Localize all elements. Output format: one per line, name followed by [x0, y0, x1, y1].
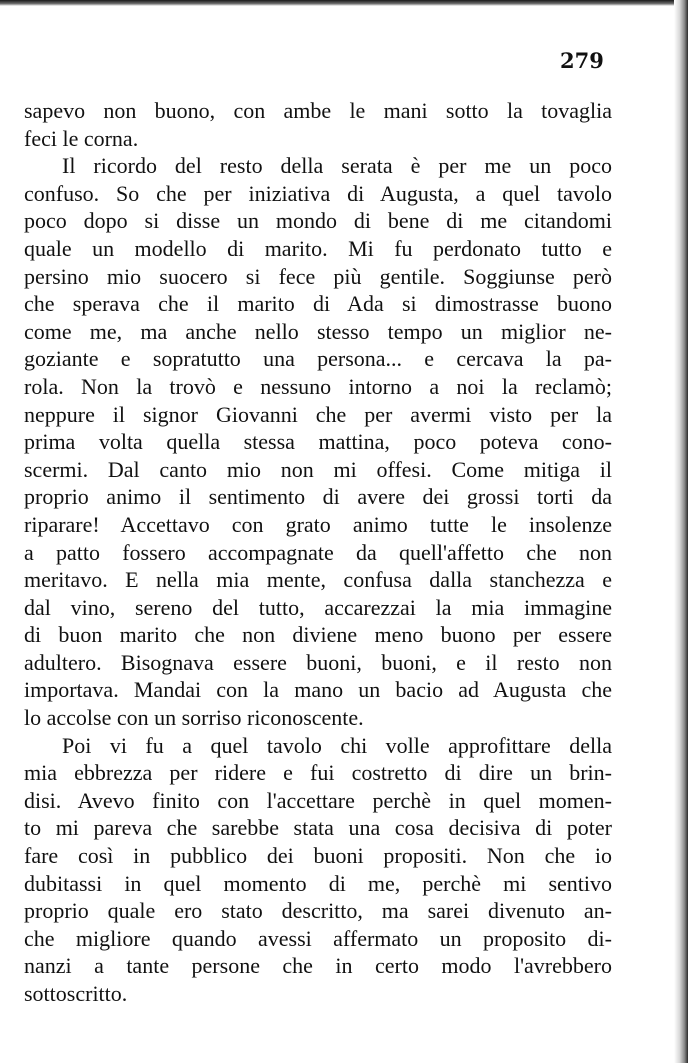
text-line: prima volta quella stessa mattina, poco poteva cono- [24, 429, 612, 455]
text-line: sottoscritto. [24, 981, 128, 1006]
text-line: dal vino, sereno del tutto, accarezzai la mia immagine [24, 594, 612, 620]
text-line: come me, ma anche nello stesso tempo un miglior ne- [24, 318, 612, 344]
text-line: proprio animo il sentimento di avere dei grossi torti da [24, 484, 612, 510]
text-line: Il ricordo del resto della serata è per me un poco [62, 153, 612, 179]
paragraph [24, 732, 612, 1008]
text-line: che sperava che il marito di Ada si dimostrasse buono [24, 291, 612, 317]
text-line: di buon marito che non diviene meno buono per essere [24, 622, 612, 648]
text-line: proprio quale ero stato descritto, ma sarei divenuto an- [24, 898, 612, 924]
text-line: lo accolse con un sorriso riconoscente. [24, 705, 364, 731]
text-line: nanzi a tante persone che in certo modo l'avrebbero [24, 953, 612, 979]
text-line: to mi pareva che sarebbe stata una cosa decisiva di poter [24, 815, 612, 841]
text-line: confuso. So che per iniziativa di Augusta, a quel tavolo [24, 180, 612, 206]
text-line: disi. Avevo finito con l'accettare perchè in quel momen- [24, 787, 612, 813]
scan-right-edge [674, 0, 688, 1063]
text-line: feci le corna. [24, 125, 139, 151]
text-line: quale un modello di marito. Mi fu perdonato tutto e [24, 235, 612, 261]
text-line: che migliore quando avessi affermato un proposito di- [24, 925, 612, 951]
text-line: Poi vi fu a quel tavolo chi volle approfittare della [62, 732, 612, 758]
text-line: persino mio suocero si fece più gentile. Soggiunse però [24, 263, 612, 289]
page-number: 279 [560, 48, 604, 73]
text-line: neppure il signor Giovanni che per avermi visto per la [24, 401, 612, 427]
text-line: riparare! Accettavo con grato animo tutte le insolenze [24, 511, 612, 537]
text-line: dubitassi in quel momento di me, perchè mi sentivo [24, 870, 612, 896]
text-line: fare così in pubblico dei buoni propositi. Non che io [24, 843, 612, 869]
scan-top-edge [0, 0, 688, 6]
paragraph [24, 97, 612, 152]
text-line: mia ebbrezza per ridere e fui costretto di dire un brin- [24, 760, 612, 786]
text-line: meritavo. E nella mia mente, confusa dalla stanchezza e [24, 567, 612, 593]
text-line: scermi. Dal canto mio non mi offesi. Come mitiga il [24, 456, 612, 482]
text-line: goziante e sopratutto una persona... e cercava la pa- [24, 346, 612, 372]
paragraph [24, 152, 612, 731]
book-page-text [24, 97, 612, 1008]
text-line: importava. Mandai con la mano un bacio ad Augusta che [24, 677, 612, 703]
text-line: adultero. Bisognava essere buoni, buoni, e il resto non [24, 649, 612, 675]
text-line: rola. Non la trovò e nessuno intorno a noi la reclamò; [24, 373, 612, 399]
text-line: poco dopo si disse un mondo di bene di me citandomi [24, 208, 612, 234]
text-line: a patto fossero accompagnate da quell'affetto che non [24, 539, 612, 565]
text-line: sapevo non buono, con ambe le mani sotto la tovaglia [24, 98, 612, 123]
